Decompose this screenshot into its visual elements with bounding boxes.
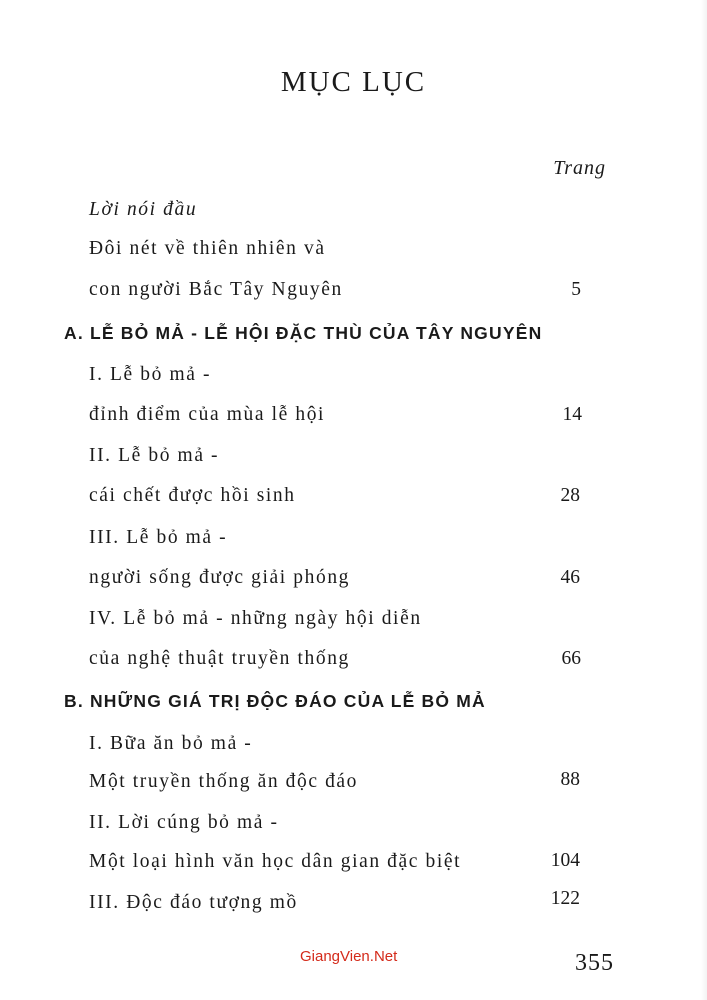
watermark-brand: GiangVien.Net (300, 948, 398, 965)
toc-entry-page: 66 (561, 648, 581, 669)
toc-entry-text: con người Bắc Tây Nguyên (89, 279, 343, 300)
toc-entry-page: 104 (550, 850, 580, 871)
toc-entry-text: II. Lễ bỏ mả - (89, 445, 220, 466)
toc-entry-text: II. Lời cúng bỏ mả - (89, 812, 279, 833)
page-number: 355 (575, 950, 614, 976)
toc-entry-page: 14 (562, 404, 582, 425)
toc-entry-text: cái chết được hồi sinh (89, 485, 296, 506)
toc-entry-text: I. Lễ bỏ mả - (89, 364, 212, 385)
toc-entry-text: người sống được giải phóng (89, 567, 351, 588)
toc-entry-text: I. Bữa ăn bỏ mả - (89, 733, 253, 754)
toc-entry-text: của nghệ thuật truyền thống (89, 648, 350, 669)
toc-entry-text: Lời nói đầu (89, 199, 198, 220)
toc-entry-text: Một loại hình văn học dân gian đặc biệt (89, 851, 462, 872)
toc-entry-text: III. Độc đáo tượng mồ (89, 892, 298, 913)
toc-entry-text: đỉnh điểm của mùa lễ hội (89, 404, 326, 425)
page-column-label: Trang (553, 157, 606, 179)
toc-entry-page: 5 (571, 279, 581, 300)
toc-entry-text: Đôi nét về thiên nhiên và (89, 238, 326, 259)
toc-entry-text: III. Lễ bỏ mả - (89, 527, 228, 548)
toc-entry-text: IV. Lễ bỏ mả - những ngày hội diễn (89, 608, 422, 629)
toc-entry-page: 28 (560, 485, 580, 506)
page-title: MỤC LỤC (280, 66, 427, 98)
page-edge-shadow (701, 0, 707, 1000)
toc-section-heading: A. LỄ BỎ MẢ - LỄ HỘI ĐẶC THÙ CỦA TÂY NGUYÊN (64, 323, 543, 343)
toc-entry-page: 88 (560, 769, 580, 790)
toc-entry-page: 46 (560, 567, 580, 588)
toc-section-heading: B. NHỮNG GIÁ TRỊ ĐỘC ĐÁO CỦA LỄ BỎ MẢ (64, 691, 486, 711)
toc-entry-text: Một truyền thống ăn độc đáo (89, 771, 359, 792)
toc-entry-page: 122 (550, 888, 580, 909)
